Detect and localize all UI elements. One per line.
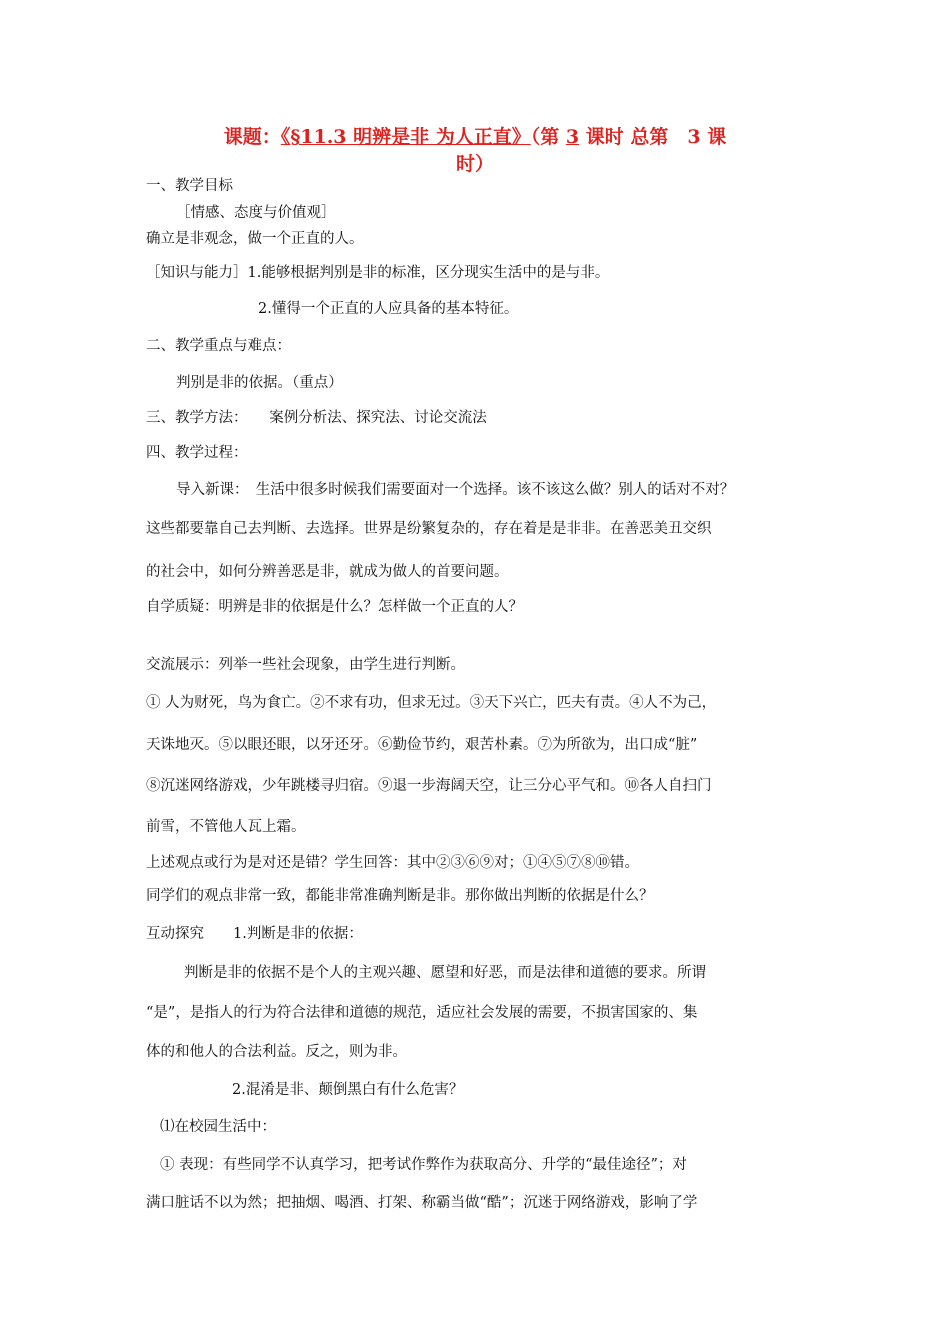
- intro-paragraph-line-1: 导入新课： 生活中很多时候我们需要面对一个选择。该不该这么做？别人的话对不对？: [176, 482, 735, 498]
- examples-line-2: 天诛地灭。⑤以眼还眼，以牙还牙。⑥勤俭节约，艰苦朴素。⑦为所欲为，出口成“脏”: [146, 737, 698, 753]
- exchange-display: 交流展示：列举一些社会现象，由学生进行判断。: [146, 657, 465, 673]
- examples-line-3: ⑧沉迷网络游戏，少年跳楼寻归宿。⑨退一步海阔天空，让三分心平气和。⑩各人自扫门: [146, 778, 712, 794]
- harm-question: 2.混淆是非、颠倒黑白有什么危害？: [232, 1082, 464, 1098]
- campus-behavior-line-2: 满口脏话不以为然；把抽烟、喝酒、打架、称霸当做“酷”；沉迷于网络游戏，影响了学: [146, 1195, 698, 1211]
- section-heading-objectives: 一、教学目标: [146, 178, 233, 194]
- title-topic: 《§11.3 明辨是非 为人正直》: [280, 126, 531, 148]
- section-heading-focus: 二、教学重点与难点：: [146, 338, 291, 354]
- examples-line-1: ① 人为财死，鸟为食亡。②不求有功，但求无过。③天下兴亡，匹夫有责。④人不为己，: [146, 695, 717, 711]
- title-mid: （第: [530, 126, 566, 148]
- examples-line-4: 前雪，不管他人瓦上霜。: [146, 819, 306, 835]
- intro-paragraph-line-2: 这些都要靠自己去判断、去选择。世界是纷繁复杂的，存在着是是非非。在善恶美丑交织: [146, 521, 712, 537]
- title-line-1: [150, 124, 800, 151]
- lesson-title: [150, 124, 800, 178]
- focus-text: 判别是非的依据。（重点）: [176, 375, 343, 391]
- section-heading-methods: 三、教学方法： 案例分析法、探究法、讨论交流法: [146, 410, 487, 426]
- campus-life-heading: ⑴在校园生活中：: [160, 1119, 276, 1135]
- title-suffix: 课时 总第 3 课: [579, 126, 727, 148]
- basis-paragraph-line-2: “是”，是指人的行为符合法律和道德的规范，适应社会发展的需要，不损害国家的、集: [146, 1005, 698, 1021]
- knowledge-ability-2: 2.懂得一个正直的人应具备的基本特征。: [258, 301, 519, 317]
- student-answer: 上述观点或行为是对还是错？学生回答：其中②③⑥⑨对；①④⑤⑦⑧⑩错。: [146, 855, 639, 871]
- campus-behavior-line-1: ① 表现：有些同学不认真学习，把考试作弊作为获取高分、升学的“最佳途径”；对: [160, 1157, 687, 1173]
- teacher-question: 同学们的观点非常一致，都能非常准确判断是非。那你做出判断的依据是什么？: [146, 888, 654, 904]
- self-study-question: 自学质疑：明辨是非的依据是什么？怎样做一个正直的人？: [146, 599, 523, 615]
- objective-text: 确立是非观念，做一个正直的人。: [146, 231, 364, 247]
- title-prefix: 课题：: [223, 126, 281, 148]
- knowledge-ability-1: ［知识与能力］1.能够根据判别是非的标准，区分现实生活中的是与非。: [146, 265, 610, 281]
- basis-paragraph-line-1: 判断是非的依据不是个人的主观兴趣、愿望和好恶，而是法律和道德的要求。所谓: [184, 965, 706, 981]
- title-lesson-number: 3: [565, 126, 580, 148]
- subheading-emotion-attitude: ［情感、态度与价值观］: [176, 205, 336, 221]
- basis-paragraph-line-3: 体的和他人的合法利益。反之，则为非。: [146, 1044, 407, 1060]
- title-line-2: 时）: [455, 153, 494, 175]
- intro-paragraph-line-3: 的社会中，如何分辨善恶是非，就成为做人的首要问题。: [146, 564, 509, 580]
- interactive-inquiry-heading: 互动探究 1.判断是非的依据：: [146, 926, 363, 942]
- section-heading-process: 四、教学过程：: [146, 445, 248, 461]
